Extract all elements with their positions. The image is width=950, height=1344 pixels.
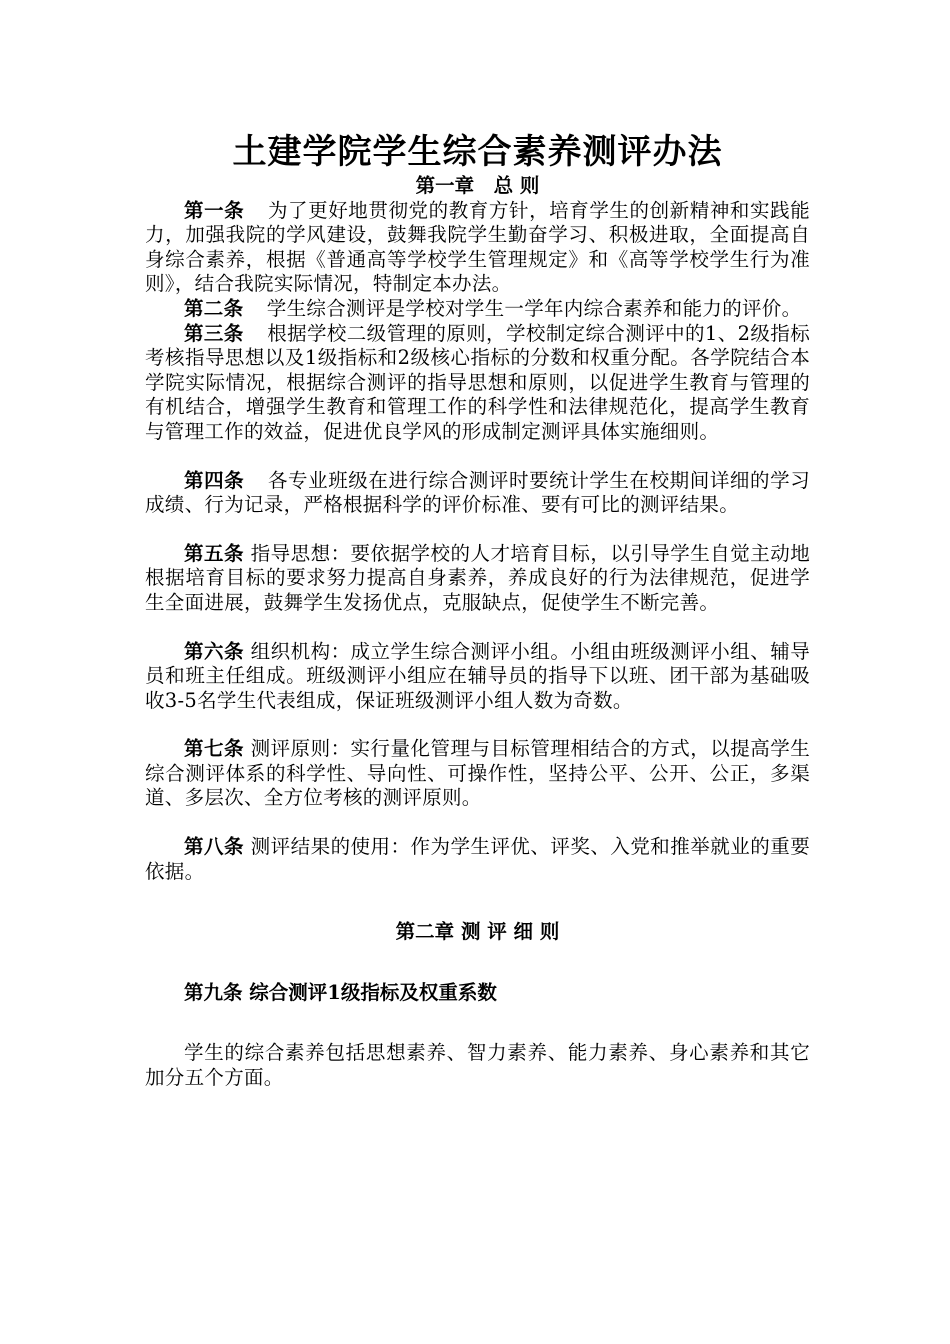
article-text: 指导思想：要依据学校的人才培育目标，以引导学生自觉主动地根据培育目标的要求努力提高自身素养，养成良好的行为法律规范，促进学生全面进展，鼓舞学生发扬优点，克服缺点，促使学生不断完善。 [145, 541, 810, 614]
article-label: 第三条 [184, 321, 244, 345]
article-9-heading: 第九条 综合测评1级指标及权重系数 [184, 980, 497, 1004]
article-1 [145, 199, 810, 297]
article-7 [145, 737, 810, 811]
article-label: 第二条 [184, 296, 244, 320]
article-label: 第八条 [184, 835, 244, 859]
article-text: 组织机构：成立学生综合测评小组。小组由班级测评小组、辅导员和班主任组成。班级测评小组应在辅导员的指导下以班、团干部为基础吸收3-5名学生代表组成，保证班级测评小组人数为奇数。 [145, 639, 810, 712]
article-label: 第一条 [184, 198, 245, 222]
article-8 [145, 835, 810, 884]
article-text: 测评结果的使用：作为学生评优、评奖、入党和推举就业的重要依据。 [145, 835, 810, 883]
article-label: 第四条 [184, 468, 245, 492]
article-6 [145, 640, 810, 714]
article-3 [145, 322, 810, 445]
article-9-text: 学生的综合素养包括思想素养、智力素养、能力素养、身心素养和其它加分五个方面。 [145, 1041, 810, 1090]
document-title: 土建学院学生综合素养测评办法 [232, 132, 723, 172]
article-text: 为了更好地贯彻党的教育方针，培育学生的创新精神和实践能力，加强我院的学风建设，鼓舞我院学生勤奋学习、积极进取，全面提高自身综合素养，根据《普通高等学校学生管理规定》和《高等学校学生行为准则》，结合我院实际情况，特制定本办法。 [145, 198, 810, 296]
article-label: 第六条 [184, 639, 244, 663]
article-text: 测评原则：实行量化管理与目标管理相结合的方式，以提高学生综合测评体系的科学性、导向性、可操作性，坚持公平、公开、公正，多渠道、多层次、全方位考核的测评原则。 [145, 737, 810, 810]
chapter-1-heading: 第一章 总 则 [415, 174, 540, 197]
article-label: 第五条 [184, 541, 244, 565]
article-5 [145, 542, 810, 616]
article-2 [145, 297, 810, 322]
chapter-2-heading: 第二章 测 评 细 则 [395, 920, 560, 944]
article-text: 根据学校二级管理的原则，学校制定综合测评中的1、2级指标考核指导思想以及1级指标和2级核心指标的分数和权重分配。各学院结合本学院实际情况，根据综合测评的指导思想和原则，以促进学生教育与管理的有机结合，增强学生教育和管理工作的科学性和法律规范化，提高学生教育与管理工作的效益，促进优良学风的形成制定测评具体实施细则。 [145, 321, 811, 443]
article-label: 第七条 [184, 737, 244, 761]
article-text: 各专业班级在进行综合测评时要统计学生在校期间详细的学习成绩、行为记录，严格根据科学的评价标准、要有可比的测评结果。 [145, 468, 810, 517]
article-4 [145, 469, 810, 518]
article-text: 学生综合测评是学校对学生一学年内综合素养和能力的评价。 [266, 296, 802, 320]
